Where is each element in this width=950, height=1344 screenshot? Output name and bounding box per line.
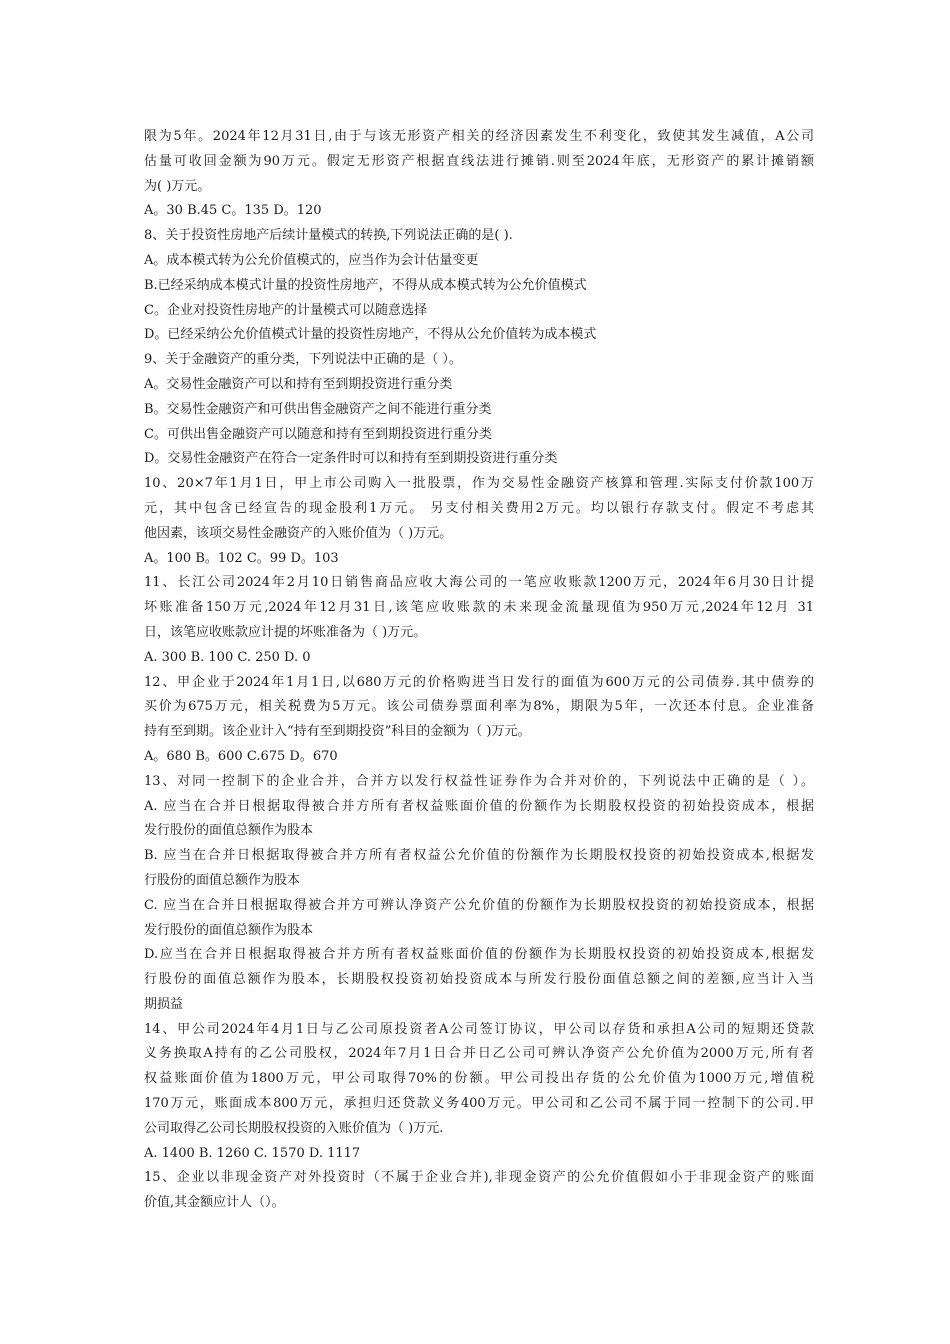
text-line: 15、企业以非现金资产对外投资时（不属于企业合并),非现金资产的公允价值假如小于非现金资产的账面 bbox=[144, 1170, 814, 1186]
text-line: 发行股份的面值总额作为股本 bbox=[144, 823, 314, 839]
text-line: B. 应当在合并日根据取得被合并方所有者权益公允价值的份额作为长期股权投资的初始投资成本,根据发 bbox=[144, 848, 814, 864]
text-line: 170万元，账面成本800万元，承担归还贷款义务400万元。甲公司和乙公司不属于同一控制下的公司.甲 bbox=[144, 1096, 814, 1112]
text-line: A. 1400 B. 1260 C. 1570 D. 1117 bbox=[144, 1145, 361, 1161]
text-line: B。交易性金融资产和可供出售金融资产之间不能进行重分类 bbox=[144, 401, 492, 417]
text-line: 11、长江公司2024年2月10日销售商品应收大海公司的一笔应收账款1200万元，2024年6月30日计提 bbox=[144, 575, 814, 591]
text-line: 持有至到期。该企业计入“持有至到期投资”科目的金额为（ )万元。 bbox=[144, 724, 531, 740]
text-line: 行股份的面值总额作为股本，长期股权投资初始投资成本与所发行股份面值总额之间的差额,应当计入当 bbox=[144, 972, 814, 988]
text-line: A。680 B。600 C.675 D。670 bbox=[144, 748, 338, 764]
text-line: C。可供出售金融资产可以随意和持有至到期投资进行重分类 bbox=[144, 426, 492, 442]
text-line: A。交易性金融资产可以和持有至到期投资进行重分类 bbox=[144, 376, 453, 392]
text-line: 买价为675万元，相关税费为5万元。该公司债券票面利率为8%，期限为5年，一次还本付息。企业准备 bbox=[144, 699, 814, 715]
text-line: 14、甲公司2024年4月1日与乙公司原投资者A公司签订协议，甲公司以存货和承担A公司的短期还贷款 bbox=[144, 1021, 814, 1037]
text-line: 元，其中包含已经宣告的现金股利1万元。 另支付相关费用2万元。均以银行存款支付。假定不考虑其 bbox=[144, 500, 814, 516]
text-line: 12、甲企业于2024年1月1日,以680万元的价格购进当日发行的面值为600万元的公司债券.其中债券的 bbox=[144, 674, 814, 690]
text-line: 公司取得乙公司长期股权投资的入账价值为（ )万元. bbox=[144, 1120, 444, 1136]
text-line: B.已经采纳成本模式计量的投资性房地产，不得从成本模式转为公允价值模式 bbox=[144, 277, 587, 293]
text-line: 他因素，该项交易性金融资产的入账价值为（ )万元。 bbox=[144, 525, 453, 541]
text-line: D。交易性金融资产在符合一定条件时可以和持有至到期投资进行重分类 bbox=[144, 451, 558, 467]
text-line: 义务换取A持有的乙公司股权，2024年7月1日合并日乙公司可辨认净资产公允价值为2000万元,所有者 bbox=[144, 1046, 814, 1062]
text-line: 期损益 bbox=[144, 996, 184, 1012]
text-line: A。成本模式转为公允价值模式的，应当作为会计估量变更 bbox=[144, 252, 479, 268]
text-line: A. 300 B. 100 C. 250 D. 0 bbox=[144, 649, 311, 665]
text-line: A. 应当在合并日根据取得被合并方所有者权益账面价值的份额作为长期股权投资的初始投资成本，根据 bbox=[144, 798, 814, 814]
text-line: 估量可收回金额为90万元。假定无形资产根据直线法进行摊销.则至2024年底，无形资产的累计摊销额 bbox=[144, 153, 814, 169]
text-line: 10、20×7年1月1日，甲上市公司购入一批股票，作为交易性金融资产核算和管理.实际支付价款100万 bbox=[144, 476, 814, 492]
text-line: C。企业对投资性房地产的计量模式可以随意选择 bbox=[144, 302, 427, 318]
text-line: 日，该笔应收账款应计提的坏账准备为（ )万元。 bbox=[144, 624, 427, 640]
text-line: 限为5年。2024年12月31日,由于与该无形资产相关的经济因素发生不利变化，致使其发生减值，A公司 bbox=[144, 129, 814, 144]
text-line: 坏账准备150万元,2024年12月31日,该笔应收账款的未来现金流量现值为950万元,2024年12月 31 bbox=[144, 600, 814, 616]
text-line: 8、关于投资性房地产后续计量模式的转换,下列说法正确的是( ). bbox=[144, 228, 513, 244]
text-line: C. 应当在合并日根据取得被合并方可辨认净资产公允价值的份额作为长期股权投资的初始投资成本，根据 bbox=[144, 897, 814, 913]
text-line: 13、对同一控制下的企业合并，合并方以发行权益性证券作为合并对价的，下列说法中正确的是（ ）。 bbox=[144, 773, 814, 789]
text-line: D。已经采纳公允价值模式计量的投资性房地产，不得从公允价值转为成本模式 bbox=[144, 327, 597, 343]
text-line: D.应当在合并日根据取得被合并方所有者权益账面价值的份额作为长期股权投资的初始投资成本,根据发 bbox=[144, 947, 814, 963]
text-line: 权益账面价值为1800万元，甲公司取得70%的份额。甲公司投出存货的公允价值为1000万元,增值税 bbox=[144, 1071, 814, 1087]
text-line: 价值,其金额应计人（）。 bbox=[144, 1195, 285, 1211]
text-line: 9、关于金融资产的重分类，下列说法中正确的是（ ）。 bbox=[144, 352, 462, 368]
text-line: A。30 B.45 C。135 D。120 bbox=[144, 203, 322, 219]
document-page bbox=[144, 125, 814, 1216]
text-line: A。100 B。102 C。99 D。103 bbox=[144, 550, 339, 566]
text-line: 发行股份的面值总额作为股本 bbox=[144, 922, 314, 938]
text-line: 行股份的面值总额作为股本 bbox=[144, 872, 301, 888]
text-line: 为( )万元。 bbox=[144, 178, 211, 194]
